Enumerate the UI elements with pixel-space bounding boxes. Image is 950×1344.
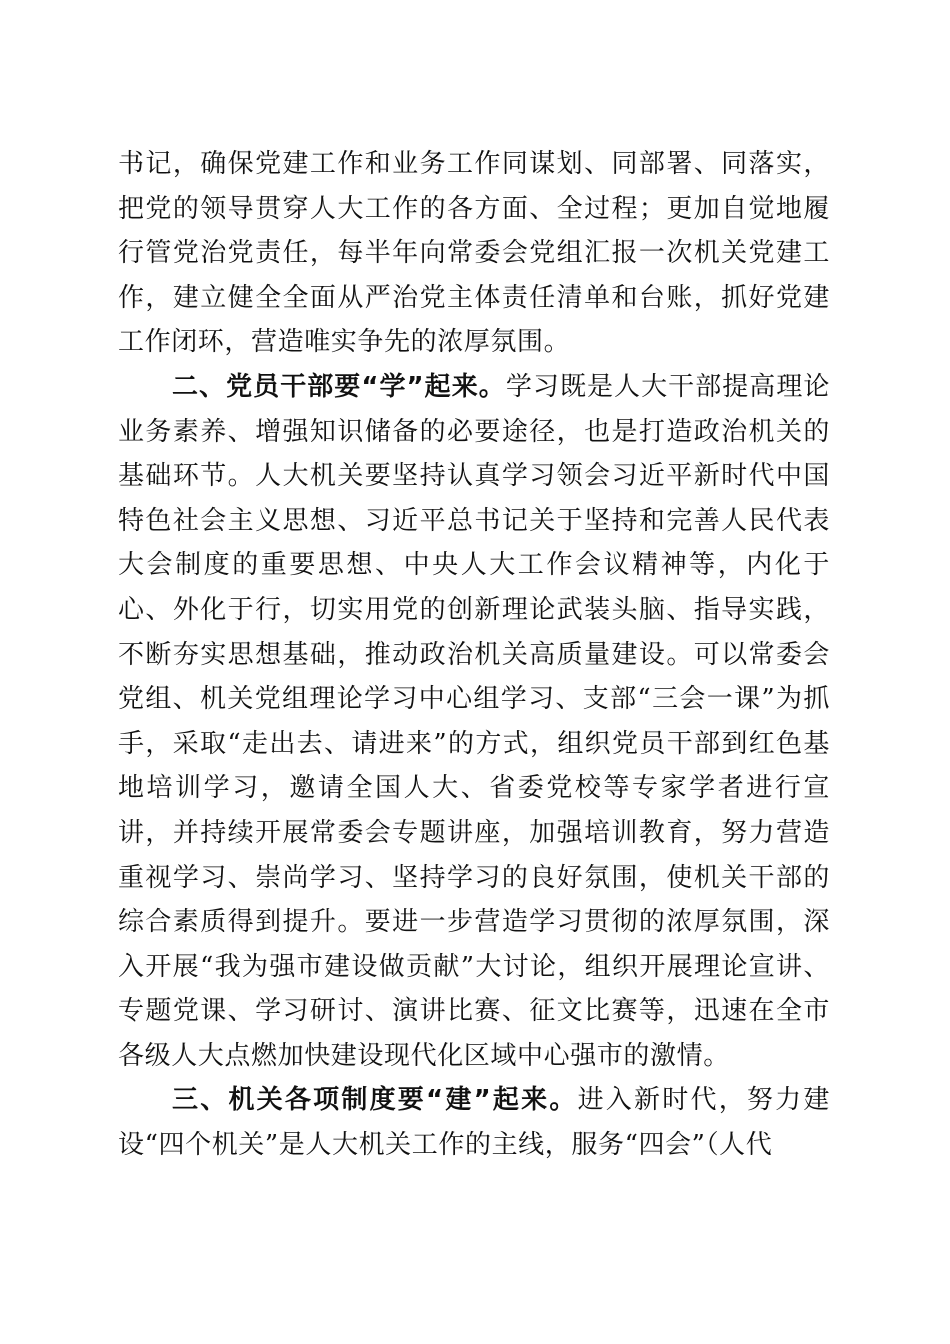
paragraph-3 [118,1078,830,1167]
document-body [118,142,830,1168]
paragraph-1: 书记，确保党建工作和业务工作同谋划、同部署、同落实，把党的领导贯穿人大工作的各方面、全过程；更加自觉地履行管党治党责任，每半年向常委会党组汇报一次机关党建工作，建立健全全面从严治党主体责任清单和台账，抓好党建工作闭环，营造唯实争先的浓厚氛围。 [118,149,830,358]
section-3-heading: 三、机关各项制度要“建”起来。 [172,1085,578,1116]
section-2-heading: 二、党员干部要“学”起来。 [172,371,506,402]
section-2-body: 学习既是人大干部提高理论业务素养、增强知识储备的必要途径，也是打造政治机关的基础环节。人大机关要坚持认真学习领会习近平新时代中国特色社会主义思想、习近平总书记关于坚持和完善人民代表大会制度的重要思想、中央人大工作会议精神等，内化于心、外化于行，切实用党的创新理论武装头脑、指导实践，不断夯实思想基础，推动政治机关高质量建设。可以常委会党组、机关党组理论学习中心组学习、支部“三会一课”为抓手，采取“走出去、请进来”的方式，组织党员干部到红色基地培训学习，邀请全国人大、省委党校等专家学者进行宣讲，并持续开展常委会专题讲座，加强培训教育，努力营造重视学习、崇尚学习、坚持学习的良好氛围，使机关干部的综合素质得到提升。要进一步营造学习贯彻的浓厚氛围，深入开展“我为强市建设做贡献”大讨论，组织开展理论宣讲、专题党课、学习研讨、演讲比赛、征文比赛等，迅速在全市各级人大点燃加快建设现代化区域中心强市的激情。 [118,371,830,1071]
paragraph-2 [118,365,830,1079]
section-3-body: 进入新时代，努力建设“四个机关”是人大机关工作的主线，服务“四会”（人代 [118,1085,830,1161]
